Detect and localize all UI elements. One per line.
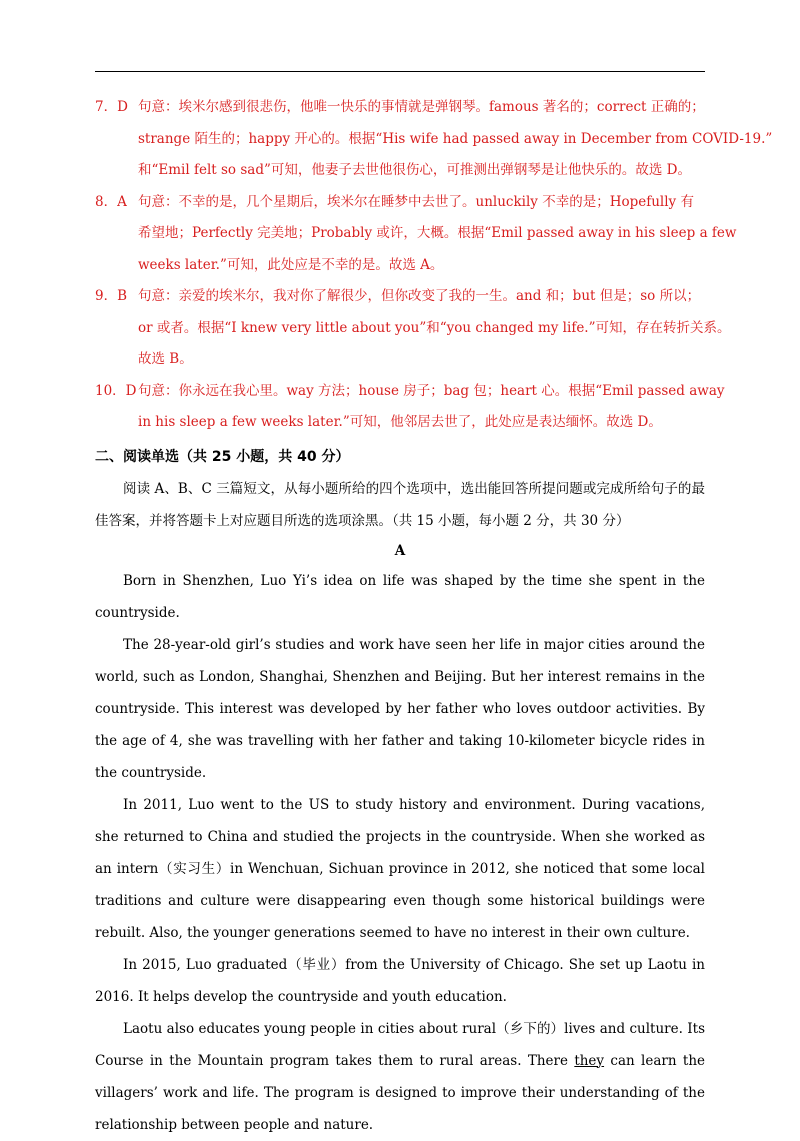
section-title: 二、阅读单选（共 25 小题，共 40 分） <box>95 448 350 465</box>
reading-instructions: 阅读 A、B、C 三篇短文，从每小题所给的四个选项中，选出能回答所提问题或完成所给句子的最佳答案，并将答题卡上对应题目所选的选项涂黑。（共 15 小题，每小题 2 分，共 30 分） <box>95 480 705 529</box>
answer-8-line-3: weeks later.”可知，此处应是不幸的是。故选 A。 <box>138 256 444 273</box>
document-content <box>95 92 773 1141</box>
answer-8-line-2: 希望地；Perfectly 完美地；Probably 或许，大概。根据“Emil passed away in his sleep a few <box>138 225 737 241</box>
answer-7-line-1: 7．D 句意：埃米尔感到很悲伤，他唯一快乐的事情就是弹钢琴。famous 著名的；correct 正确的； <box>95 92 705 124</box>
header-rule <box>95 71 705 72</box>
underlined-word: they <box>574 1052 605 1069</box>
answer-7-number: 7．D <box>95 99 128 115</box>
answer-10-line-1: 10．D句意：你永远在我心里。way 方法；house 房子；bag 包；heart 心。根据“Emil passed away <box>95 376 705 408</box>
passage-label: A <box>394 542 406 559</box>
answer-9-line-2: or 或者。根据“I knew very little about you”和“you changed my life.”可知，存在转折关系。 <box>138 319 731 336</box>
answer-7-line-2: strange 陌生的；happy 开心的。根据“His wife had passed away in December from COVID-19.” <box>138 130 773 147</box>
answer-block <box>95 92 773 439</box>
answer-9-line-1: 9．B 句意：亲爱的埃米尔，我对你了解很少，但你改变了我的一生。and 和；but 但是；so 所以； <box>95 281 705 313</box>
paragraph-4: In 2015, Luo graduated（毕业）from the University of Chicago. She set up Laotu in 2016. It helps develop the countryside and youth education. <box>95 956 705 1005</box>
paragraph-3: In 2011, Luo went to the US to study history and environment. During vacations, she returned to China and studied the projects in the countryside. When she worked as an intern（实习生）in Wenchuan, Sichuan province in 2012, she noticed that some local traditions and culture were disappearing even though some historical buildings were rebuilt. Also, the younger generations seemed to have no interest in their own culture. <box>95 796 705 941</box>
answer-7-line-3: 和“Emil felt so sad”可知，他妻子去世他很伤心，可推测出弹钢琴是让他快乐的。故选 D。 <box>138 162 691 178</box>
paragraph-1: Born in Shenzhen, Luo Yi’s idea on life was shaped by the time she spent in the countryside. <box>95 572 705 621</box>
paragraph-5: Laotu also educates young people in cities about rural（乡下的）lives and culture. Its Course in the Mountain program takes them to rural areas. There they can learn the villagers’ work and life. The program is designed to improve their understanding of the relationship between people and nature. <box>95 1020 706 1133</box>
answer-9-line-3: 故选 B。 <box>138 351 193 367</box>
answer-8-number: 8．A <box>95 193 127 210</box>
answer-10-line-2: in his sleep a few weeks later.”可知，他邻居去世了，此处应是表达缅怀。故选 D。 <box>138 414 662 430</box>
answer-10-number: 10．D <box>95 382 137 399</box>
paragraph-2: The 28-year-old girl’s studies and work have seen her life in major cities around the world, such as London, Shanghai, Shenzhen and Beijing. But her interest remains in the countryside. This interest was developed by her father who loves outdoor activities. By the age of 4, she was travelling with her father and taking 10-kilometer bicycle rides in the countryside. <box>95 636 705 781</box>
answer-8-line-1: 8．A 句意：不幸的是，几个星期后，埃米尔在睡梦中去世了。unluckily 不幸的是；Hopefully 有 <box>95 187 705 219</box>
answer-9-number: 9．B <box>95 288 128 304</box>
